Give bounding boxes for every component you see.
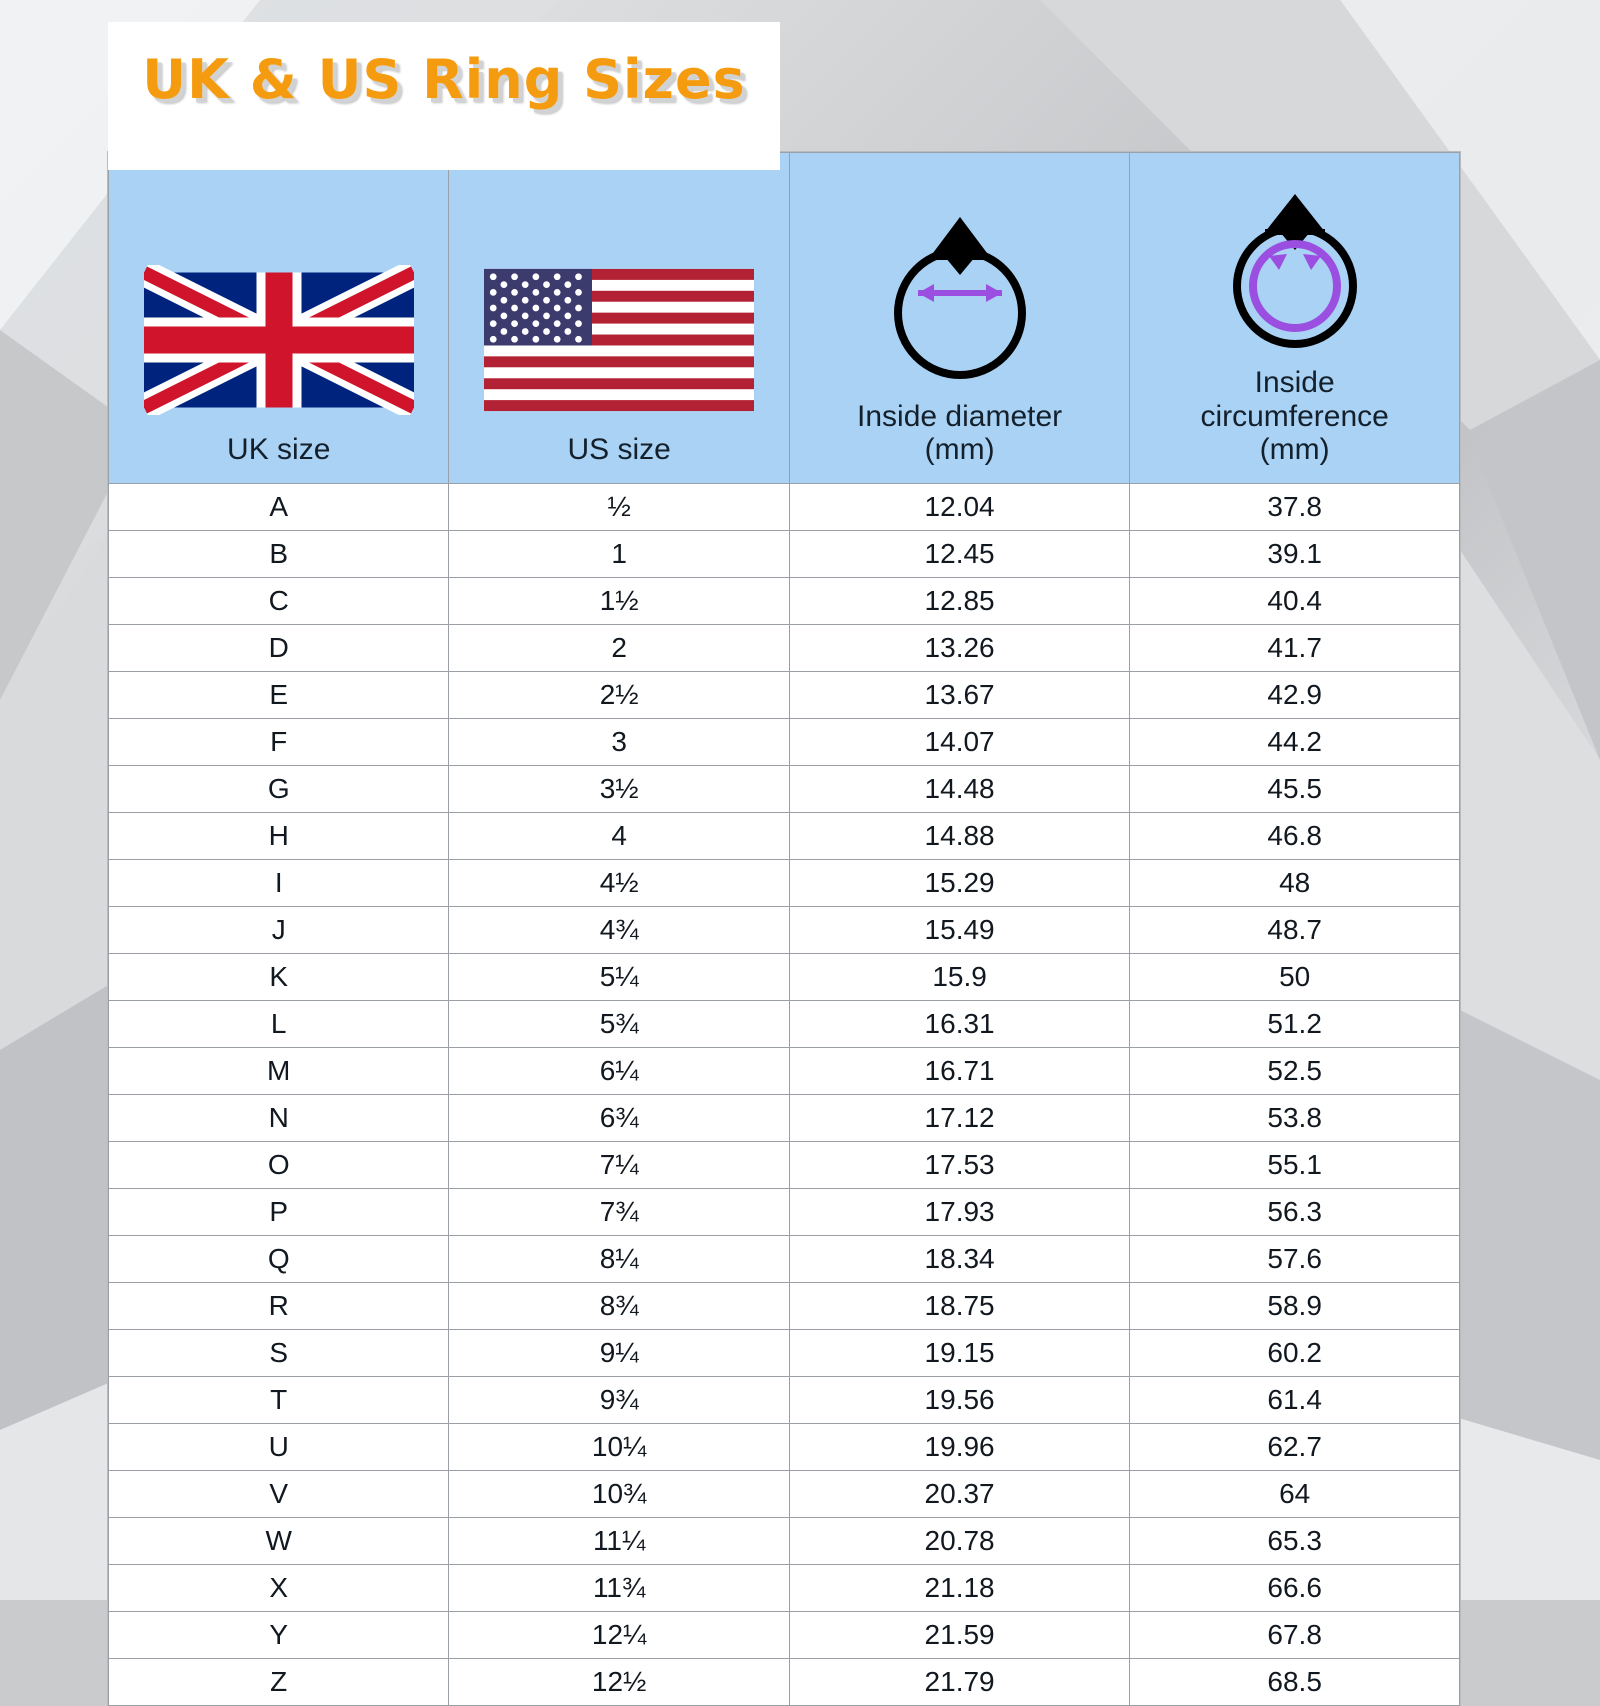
diameter-label-line2: (mm) [924,433,995,467]
table-cell: J [109,907,449,954]
table-cell: U [109,1424,449,1471]
table-cell: 53.8 [1130,1095,1460,1142]
table-cell: 11¾ [449,1565,789,1612]
table-cell: 6¼ [449,1048,789,1095]
table-row [109,1471,1460,1518]
table-cell: 1½ [449,578,789,625]
table-cell: 18.75 [789,1283,1129,1330]
table-cell: P [109,1189,449,1236]
table-cell: 3½ [449,766,789,813]
table-cell: 21.59 [789,1612,1129,1659]
table-cell: 45.5 [1130,766,1460,813]
table-cell: 39.1 [1130,531,1460,578]
table-cell: 40.4 [1130,578,1460,625]
table-cell: D [109,625,449,672]
table-cell: 48.7 [1130,907,1460,954]
table-row [109,1001,1460,1048]
table-cell: X [109,1565,449,1612]
table-cell: 1 [449,531,789,578]
table-row [109,860,1460,907]
table-cell: Q [109,1236,449,1283]
table-cell: 13.67 [789,672,1129,719]
table-cell: 2 [449,625,789,672]
table-cell: 62.7 [1130,1424,1460,1471]
page-title: UK & US Ring Sizes [142,48,746,111]
table-cell: E [109,672,449,719]
table-cell: 42.9 [1130,672,1460,719]
table-cell: 14.88 [789,813,1129,860]
table-row [109,1189,1460,1236]
uk-flag-icon [144,265,414,415]
table-row [109,1095,1460,1142]
table-cell: 68.5 [1130,1659,1460,1706]
table-row [109,907,1460,954]
table-cell: 15.9 [789,954,1129,1001]
table-cell: 15.29 [789,860,1129,907]
table-cell: C [109,578,449,625]
table-cell: 12.45 [789,531,1129,578]
table-row [109,1565,1460,1612]
table-cell: 55.1 [1130,1142,1460,1189]
column-header-circumference-label [1200,366,1388,467]
column-header-us-size [449,153,789,484]
table-cell: 56.3 [1130,1189,1460,1236]
column-header-inside-circumference [1130,153,1460,484]
table-cell: B [109,531,449,578]
table-cell: 65.3 [1130,1518,1460,1565]
table-cell: S [109,1330,449,1377]
table-cell: 14.48 [789,766,1129,813]
table-cell: 17.93 [789,1189,1129,1236]
table-cell: 20.37 [789,1471,1129,1518]
table-cell: 8¾ [449,1283,789,1330]
us-flag-icon [484,265,754,415]
table-cell: 3 [449,719,789,766]
table-row [109,1612,1460,1659]
table-cell: R [109,1283,449,1330]
table-cell: W [109,1518,449,1565]
table-cell: 57.6 [1130,1236,1460,1283]
table-cell: 44.2 [1130,719,1460,766]
table-cell: ½ [449,484,789,531]
circumference-label-line1: Inside [1254,366,1335,400]
table-cell: 20.78 [789,1518,1129,1565]
table-cell: 21.79 [789,1659,1129,1706]
table-row [109,1659,1460,1706]
table-cell: 52.5 [1130,1048,1460,1095]
table-row [109,1236,1460,1283]
table-header-row [109,153,1460,484]
table-row [109,1518,1460,1565]
table-cell: I [109,860,449,907]
table-cell: 11¼ [449,1518,789,1565]
table-row [109,672,1460,719]
table-cell: 12.85 [789,578,1129,625]
table-cell: 9¼ [449,1330,789,1377]
table-cell: 5¾ [449,1001,789,1048]
table-cell: V [109,1471,449,1518]
table-cell: 41.7 [1130,625,1460,672]
table-cell: M [109,1048,449,1095]
table-cell: 50 [1130,954,1460,1001]
table-cell: 13.26 [789,625,1129,672]
table-cell: A [109,484,449,531]
table-row [109,484,1460,531]
table-cell: 2½ [449,672,789,719]
table-cell: Z [109,1659,449,1706]
table-row [109,625,1460,672]
table-cell: 14.07 [789,719,1129,766]
table-cell: 4¾ [449,907,789,954]
table-row [109,1330,1460,1377]
table-cell: 4½ [449,860,789,907]
table-cell: 18.34 [789,1236,1129,1283]
table-cell: 7¼ [449,1142,789,1189]
table-cell: 4 [449,813,789,860]
table-body [109,484,1460,1706]
table-row [109,1048,1460,1095]
ring-size-table [108,152,1460,1706]
table-cell: G [109,766,449,813]
table-cell: 19.96 [789,1424,1129,1471]
table-row [109,531,1460,578]
title-banner [108,22,780,170]
table-cell: 17.12 [789,1095,1129,1142]
diameter-label-line1: Inside diameter [857,399,1063,433]
table-row [109,954,1460,1001]
table-cell: 51.2 [1130,1001,1460,1048]
column-header-diameter-label [857,400,1062,467]
table-cell: Y [109,1612,449,1659]
table-cell: O [109,1142,449,1189]
column-header-us-label: US size [567,433,671,467]
table-cell: 61.4 [1130,1377,1460,1424]
table-cell: L [109,1001,449,1048]
table-row [109,1424,1460,1471]
table-row [109,719,1460,766]
ring-diameter-icon [860,195,1060,390]
table-cell: T [109,1377,449,1424]
table-cell: 60.2 [1130,1330,1460,1377]
table-cell: 12.04 [789,484,1129,531]
table-row [109,1142,1460,1189]
table-cell: N [109,1095,449,1142]
table-cell: 16.31 [789,1001,1129,1048]
table-cell: 12½ [449,1659,789,1706]
table-cell: 12¼ [449,1612,789,1659]
table-cell: 19.15 [789,1330,1129,1377]
table-cell: 6¾ [449,1095,789,1142]
ring-circumference-icon [1195,186,1395,356]
table-cell: 64 [1130,1471,1460,1518]
table-cell: 19.56 [789,1377,1129,1424]
table-cell: 48 [1130,860,1460,907]
ring-size-chart-card [108,152,1460,1706]
table-cell: 17.53 [789,1142,1129,1189]
table-row [109,813,1460,860]
table-cell: 21.18 [789,1565,1129,1612]
table-cell: 66.6 [1130,1565,1460,1612]
table-cell: 15.49 [789,907,1129,954]
table-cell: 8¼ [449,1236,789,1283]
table-cell: 10¾ [449,1471,789,1518]
table-cell: 16.71 [789,1048,1129,1095]
table-row [109,1377,1460,1424]
table-cell: 10¼ [449,1424,789,1471]
table-cell: 9¾ [449,1377,789,1424]
table-cell: 46.8 [1130,813,1460,860]
table-row [109,766,1460,813]
column-header-inside-diameter [789,153,1129,484]
table-cell: 58.9 [1130,1283,1460,1330]
table-cell: 37.8 [1130,484,1460,531]
table-cell: 67.8 [1130,1612,1460,1659]
column-header-uk-label: UK size [227,433,331,467]
circumference-label-line2: circumference [1200,399,1389,433]
circumference-label-line3: (mm) [1259,433,1330,467]
table-cell: F [109,719,449,766]
table-row [109,578,1460,625]
table-row [109,1283,1460,1330]
table-cell: K [109,954,449,1001]
table-cell: 7¾ [449,1189,789,1236]
column-header-uk-size [109,153,449,484]
table-cell: 5¼ [449,954,789,1001]
table-cell: H [109,813,449,860]
